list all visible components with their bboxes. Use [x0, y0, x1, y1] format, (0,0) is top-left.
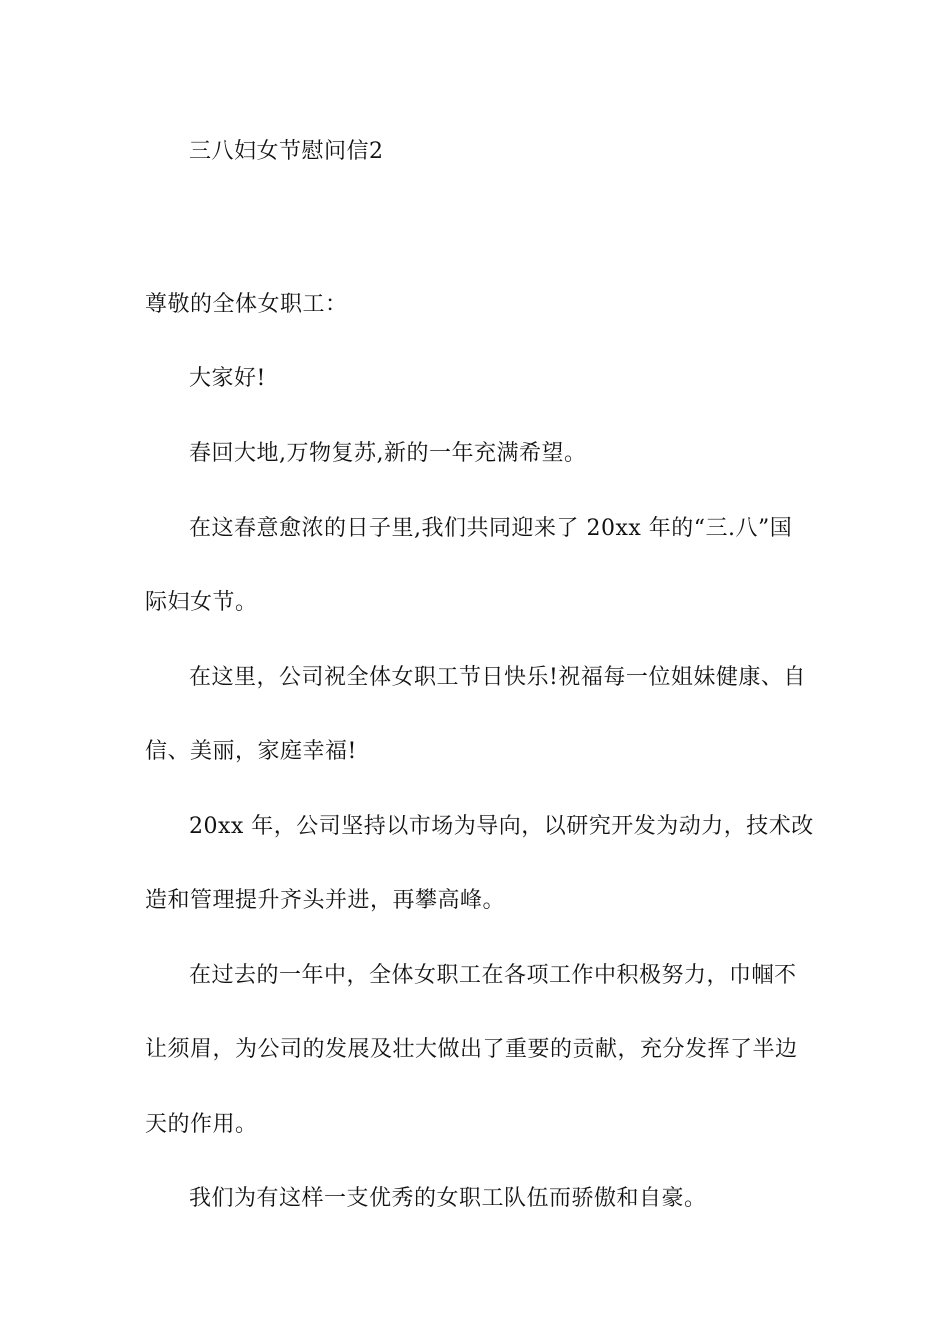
paragraph-line: 在这春意愈浓的日子里,我们共同迎来了 20xx 年的“三.八”国 [189, 516, 793, 541]
paragraph-line: 际妇女节。 [145, 590, 258, 615]
paragraph-line: 20xx 年，公司坚持以市场为导向，以研究开发为动力，技术改 [189, 814, 814, 839]
paragraph-line: 我们为有这样一支优秀的女职工队伍而骄傲和自豪。 [189, 1186, 707, 1211]
paragraph-line: 春回大地,万物复苏,新的一年充满希望。 [189, 441, 587, 466]
paragraph-line: 在这里，公司祝全体女职工节日快乐!祝福每一位姐妹健康、自 [189, 665, 806, 690]
paragraph-line: 信、美丽，家庭幸福! [145, 739, 357, 764]
paragraph-line: 让须眉，为公司的发展及壮大做出了重要的贡献，充分发挥了半边 [145, 1037, 798, 1062]
salutation: 尊敬的全体女职工： [145, 292, 348, 317]
paragraph-line: 大家好! [189, 366, 266, 391]
paragraph-line: 天的作用。 [145, 1112, 258, 1137]
paragraph-line: 造和管理提升齐头并进，再攀高峰。 [145, 888, 506, 913]
paragraph-line: 在过去的一年中，全体女职工在各项工作中积极努力，巾帼不 [189, 963, 797, 988]
document-title: 三八妇女节慰问信2 [189, 139, 384, 164]
